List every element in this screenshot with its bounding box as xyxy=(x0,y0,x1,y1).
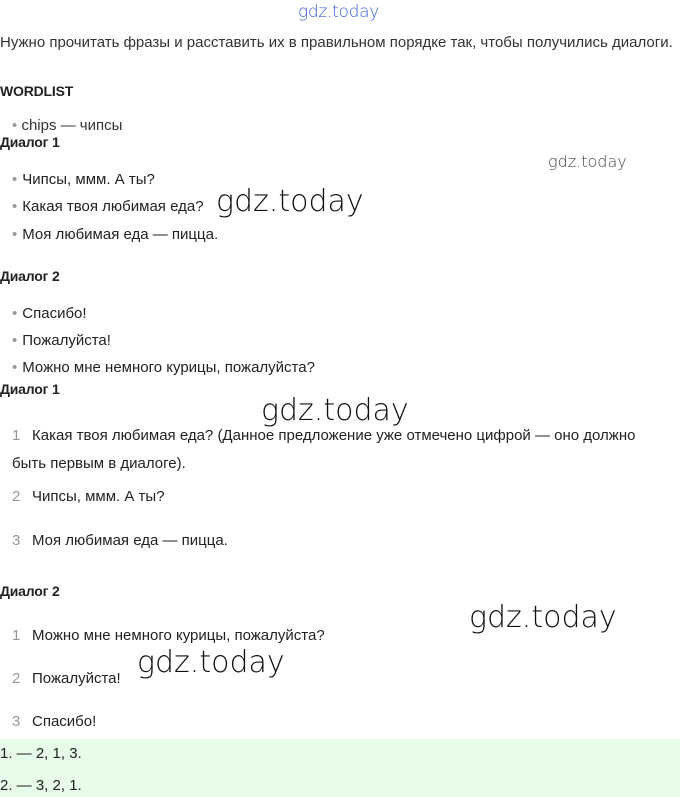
list-item: • Моя любимая еда — пицца. xyxy=(12,226,219,243)
answer-line-1: 1. — 2, 1, 3. xyxy=(0,745,82,762)
solution-dialog-1-title: Диалог 1 xyxy=(0,381,60,397)
list-item: • Спасибо! xyxy=(12,305,87,322)
watermark: gdz.today xyxy=(137,645,285,680)
numbered-item: 3 Моя любимая еда — пицца. xyxy=(12,532,228,549)
watermark: gdz.today xyxy=(261,393,409,428)
wordlist-item-cut: • chips — чипсы xyxy=(12,117,123,134)
numbered-item: 1 Можно мне немного курицы, пожалуйста? xyxy=(12,627,325,644)
task-dialog-1-title: Диалог 1 xyxy=(0,134,60,150)
solution-dialog-2-title: Диалог 2 xyxy=(0,583,60,599)
numbered-item: 3 Спасибо! xyxy=(12,713,97,730)
wordlist-heading: WORDLIST xyxy=(0,83,74,99)
list-item: • Можно мне немного курицы, пожалуйста? xyxy=(12,359,315,376)
list-item: • Чипсы, ммм. А ты? xyxy=(12,171,155,188)
watermark: gdz.today xyxy=(548,152,627,171)
answer-block xyxy=(0,739,680,797)
watermark: gdz.today xyxy=(469,600,617,635)
task-dialog-2-title: Диалог 2 xyxy=(0,268,60,284)
list-item: • Какая твоя любимая еда? xyxy=(12,198,204,215)
watermark: gdz.today xyxy=(216,184,364,219)
answer-line-2: 2. — 3, 2, 1. xyxy=(0,777,82,794)
numbered-item: 1 Какая твоя любимая еда? (Данное предложение уже отмечено цифрой — оно должно быть первым в диалоге). xyxy=(12,427,636,472)
intro-text: Нужно прочитать фразы и расставить их в правильном порядке так, чтобы получились диалоги. xyxy=(0,34,673,51)
list-item: • Пожалуйста! xyxy=(12,332,111,349)
watermark-top: gdz.today xyxy=(298,2,379,22)
numbered-item: 2 Пожалуйста! xyxy=(12,670,121,687)
numbered-item: 2 Чипсы, ммм. А ты? xyxy=(12,488,165,505)
